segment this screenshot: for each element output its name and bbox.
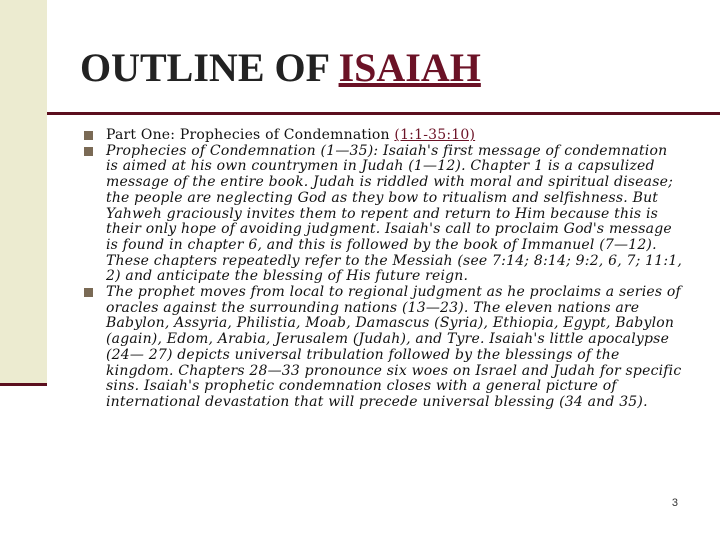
side-divider-line (0, 383, 47, 386)
title-link-isaiah[interactable]: ISAIAH (338, 45, 481, 90)
bullet-regional-judgment (84, 285, 684, 411)
slide-title (80, 44, 481, 92)
slide-content (84, 128, 684, 411)
title-prefix: OUTLINE OF (80, 45, 339, 90)
bullet-text: The prophet moves from local to regional judgment as he proclaims a series of oracles against the surrounding nations (13—23). The eleven nations are Babylon, Assyria, Philistia, Moab, Damascus (Syria), Ethiopia, Egypt, Babylon (again), Edom, Arabia, Jerusalem (Judah), and Tyre. Isaiah's little apocalypse (24— 27) depicts universal tribulation followed by the blessings of the kingdom. Chapters 28—33 pronounce six woes on Israel and Judah for specific sins. Isaiah's prophetic condemnation closes with a general picture of international devastation that will precede universal blessing (34 and 35). (106, 284, 682, 410)
square-bullet-icon (84, 147, 93, 156)
slide-number: 3 (671, 497, 678, 509)
scripture-reference-link[interactable]: (1:1-35:10) (394, 127, 476, 143)
square-bullet-icon (84, 131, 93, 140)
bullet-prophecies-of-condemnation (84, 144, 684, 285)
square-bullet-icon (84, 288, 93, 297)
bullet-text: Part One: Prophecies of Condemnation (106, 127, 395, 143)
decorative-side-bar (0, 0, 47, 383)
bullet-text: Prophecies of Condemnation (1—35): Isaiah's first message of condemnation is aimed at his own countrymen in Judah (1—12). Chapter 1 is a capsulized message of the entire book. Judah is riddled with moral and spiritual disease; the people are neglecting God as they bow to ritualism and selfishness. But Yahweh graciously invites them to repent and return to Him because this is their only hope of avoiding judgment. Isaiah's call to proclaim God's message is found in chapter 6, and this is followed by the book of Immanuel (7—12). These chapters repeatedly refer to the Messiah (see 7:14; 8:14; 9:2, 6, 7; 11:1, 2) and anticipate the blessing of His future reign. (106, 142, 683, 285)
title-divider-line (47, 112, 720, 115)
bullet-part-one (84, 128, 684, 144)
